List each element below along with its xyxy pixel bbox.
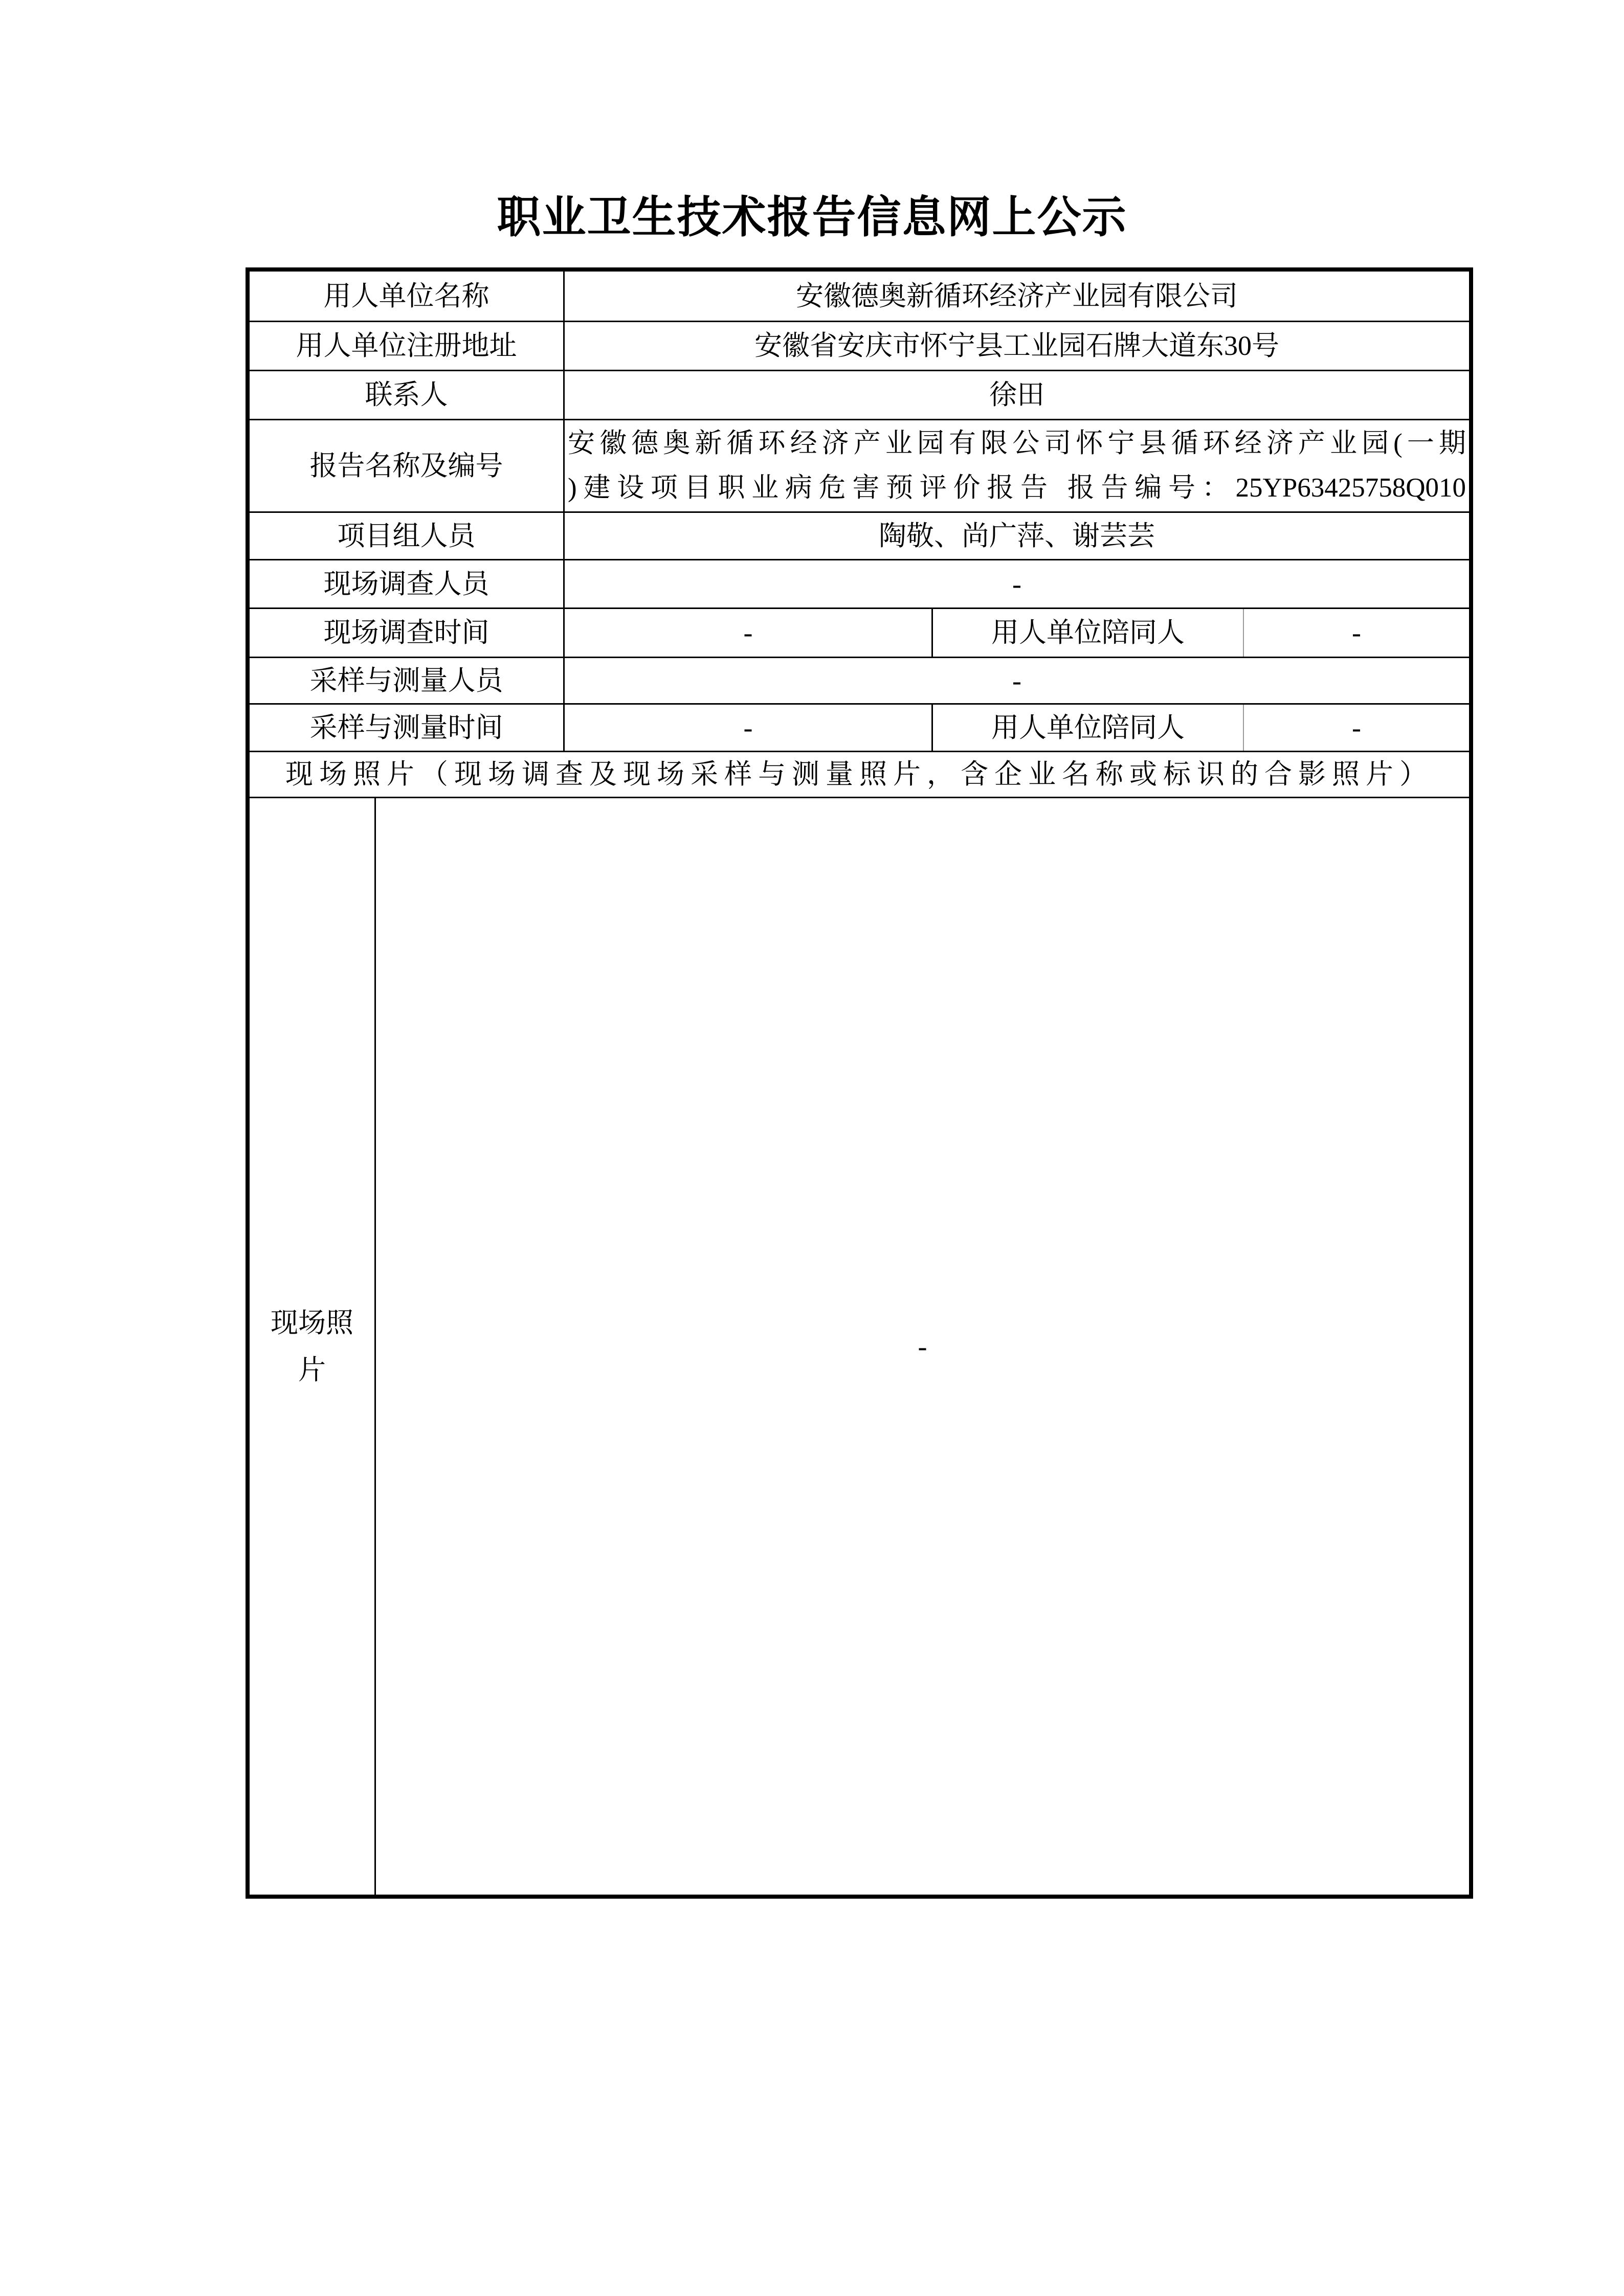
table-row-photos xyxy=(250,798,1469,1895)
table-row-contact-person xyxy=(250,371,1469,420)
table-row-registered-address xyxy=(250,322,1469,371)
site-survey-time-label: 现场调查时间 xyxy=(250,609,565,657)
sampling-time-value: - xyxy=(565,705,933,751)
report-name-line-1: 安徽德奥新循环经济产业园有限公司怀宁县循环经济产业园(一期 xyxy=(568,429,1466,458)
sampling-time-label: 采样与测量时间 xyxy=(250,705,565,751)
project-team-value: 陶敬、尚广萍、谢芸芸 xyxy=(879,520,1155,551)
sampling-companion-value: - xyxy=(1352,712,1361,743)
report-name-number-value xyxy=(565,420,1469,511)
site-survey-companion-label: 用人单位陪同人 xyxy=(933,609,1244,657)
table-row-photos-header xyxy=(250,752,1469,798)
site-survey-time-value: - xyxy=(565,609,933,657)
photos-area-value: - xyxy=(918,1331,927,1362)
site-survey-personnel-value: - xyxy=(1012,568,1021,599)
table-row-sampling-time xyxy=(250,705,1469,752)
sampling-companion-label: 用人单位陪同人 xyxy=(933,705,1244,751)
site-survey-companion-value: - xyxy=(1352,617,1361,648)
sampling-personnel-value: - xyxy=(1012,665,1021,696)
table-row-project-team xyxy=(250,513,1469,560)
page-title: 职业卫生技术报告信息网上公示 xyxy=(497,193,1127,242)
photos-header-label: 现场照片（现场调查及现场采样与测量照片，含企业名称或标识的合影照片） xyxy=(285,759,1433,790)
registered-address-label: 用人单位注册地址 xyxy=(250,322,565,370)
table-row-report-name-number xyxy=(250,420,1469,513)
photos-label: 现场照片 xyxy=(250,798,376,1895)
contact-person-label: 联系人 xyxy=(250,371,565,419)
report-name-number-label: 报告名称及编号 xyxy=(250,420,565,511)
project-team-label: 项目组人员 xyxy=(250,513,565,559)
table-row-sampling-personnel xyxy=(250,658,1469,705)
employer-name-value: 安徽德奥新循环经济产业园有限公司 xyxy=(796,280,1238,311)
site-survey-personnel-label: 现场调查人员 xyxy=(250,560,565,607)
table-row-site-survey-time xyxy=(250,609,1469,658)
report-table xyxy=(246,267,1473,1899)
table-row-employer-name xyxy=(250,272,1469,322)
employer-name-label: 用人单位名称 xyxy=(250,272,565,321)
contact-person-value: 徐田 xyxy=(989,379,1044,411)
table-row-site-survey-personnel xyxy=(250,560,1469,609)
sampling-personnel-label: 采样与测量人员 xyxy=(250,658,565,703)
report-name-line-2: )建设项目职业病危害预评价报告 报告编号：25YP63425758Q010 xyxy=(568,473,1466,503)
registered-address-value: 安徽省安庆市怀宁县工业园石牌大道东30号 xyxy=(754,330,1279,362)
